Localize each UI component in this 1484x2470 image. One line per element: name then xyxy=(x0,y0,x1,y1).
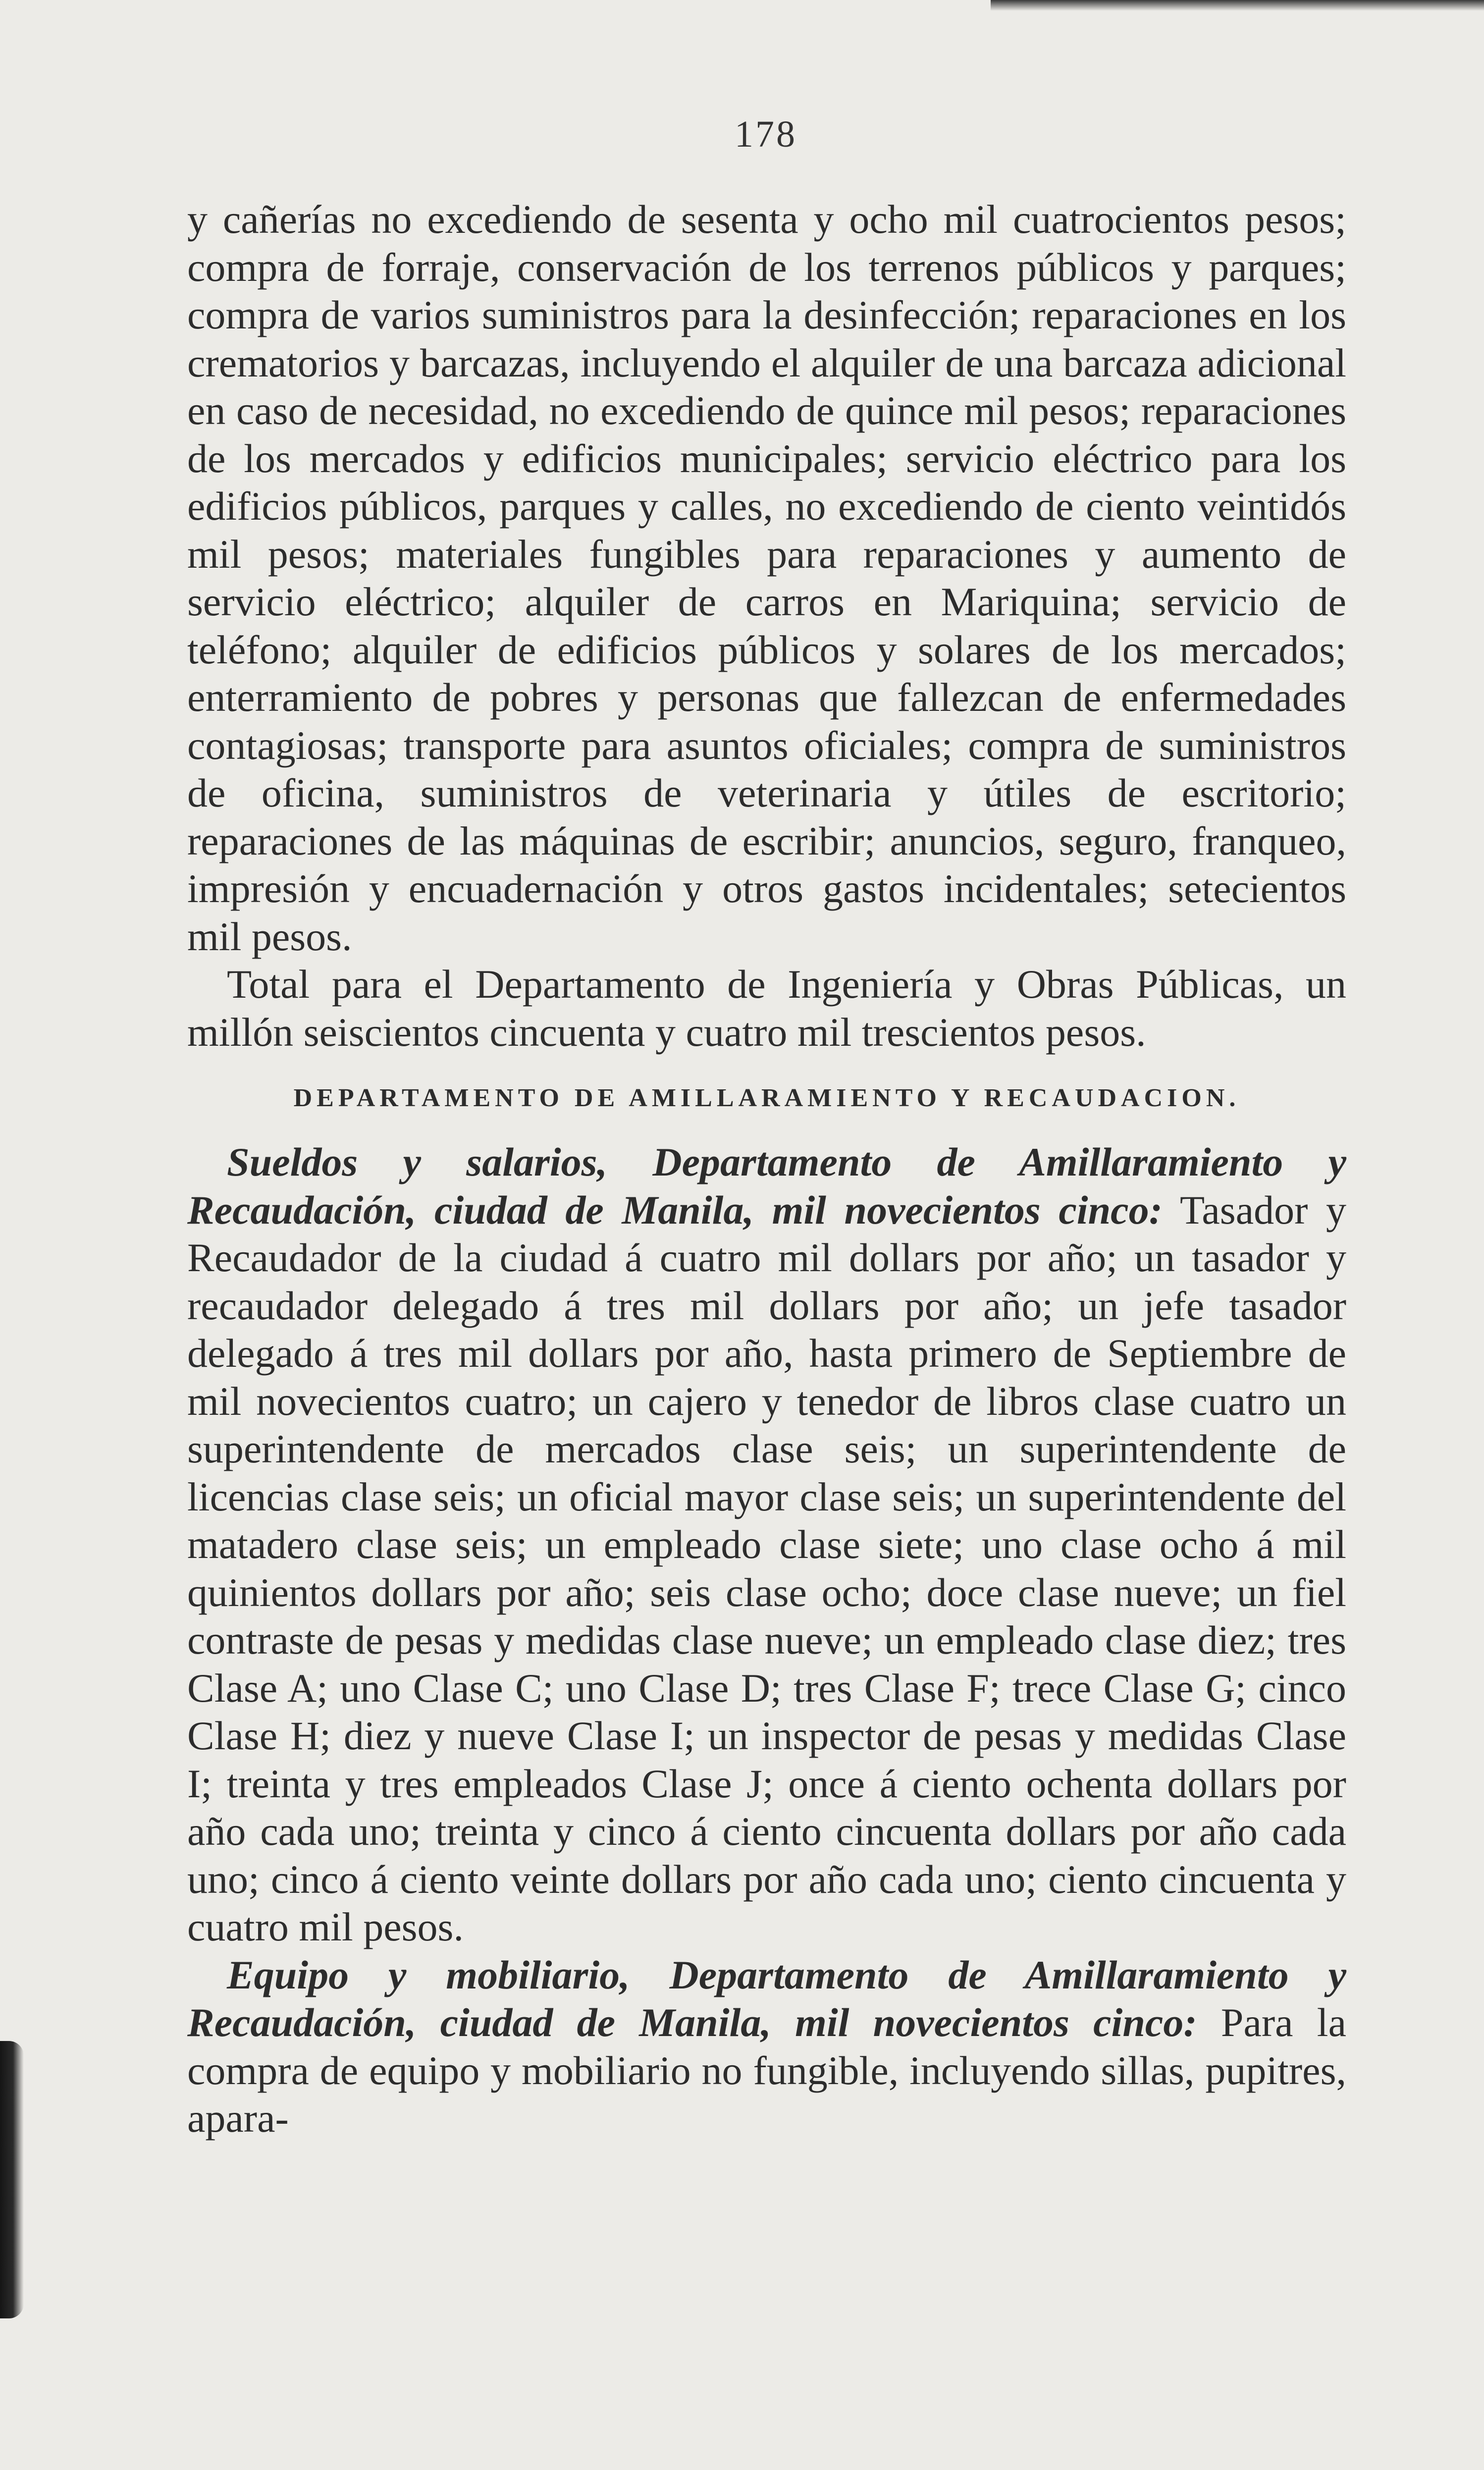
section-heading: DEPARTAMENTO DE AMILLARAMIENTO Y RECAUDACION. xyxy=(293,1084,1240,1112)
scan-shadow-left xyxy=(0,2041,24,2318)
equipment-title: Equipo y mobiliario, Departamento de Amillaramiento y Recaudación, ciudad de Manila, mil novecientos cinco: xyxy=(187,1952,1346,2045)
paragraph-public-works-total: Total para el Departamento de Ingeniería y Obras Públicas, un millón seiscientos cincuenta y cuatro mil trescientos pesos. xyxy=(187,962,1346,1055)
paragraph-equipment xyxy=(187,1951,1346,2143)
salaries-text: Tasador y Recaudador de la ciudad á cuatro mil dollars por año; un tasador y recaudador delegado á tres mil dollars por año; un jefe tasador delegado á tres mil dollars por año, hasta primero de Septiembre de mil novecientos cuatro; un cajero y tenedor de libros clase cuatro un superintendente de mercados clase seis; un superintendente de licencias clase seis; un oficial mayor clase seis; un superintendente del matadero clase seis; un empleado clase siete; uno clase ocho á mil quinientos dollars por año; seis clase ocho; doce clase nueve; un fiel contraste de pesas y medidas clase nueve; un empleado clase diez; tres Clase A; uno Clase C; uno Clase D; tres Clase F; trece Clase G; cinco Clase H; diez y nueve Clase I; un inspector de pesas y medidas Clase I; treinta y tres empleados Clase J; once á ciento ochenta dollars por año cada uno; treinta y cinco á ciento cincuenta dollars por año cada uno; cinco á ciento veinte dollars por año cada uno; ciento cincuenta y cuatro mil pesos. xyxy=(187,1187,1346,1949)
paragraph-public-works-items: y cañerías no excediendo de sesenta y ocho mil cuatrocientos pesos; compra de forraje, conservación de los terrenos públicos y parques; compra de varios suministros para la desinfección; reparaciones en los crematorios y barcazas, incluyendo el alquiler de una barcaza adicional en caso de necesidad, no excediendo de quince mil pesos; reparaciones de los mercados y edificios municipales; servicio eléctrico para los edificios públicos, parques y calles, no excediendo de ciento veintidós mil pesos; materiales fungibles para reparaciones y aumento de servicio eléctrico; alquiler de carros en Mariquina; servicio de teléfono; alquiler de edificios públicos y solares de los mercados; enterramiento de pobres y personas que fallezcan de enfermedades contagiosas; transporte para asuntos oficiales; compra de suministros de oficina, suministros de veterinaria y útiles de escritorio; reparaciones de las máquinas de escribir; anuncios, seguro, franqueo, impresión y encuadernación y otros gastos incidentales; setecientos mil pesos. xyxy=(187,197,1346,959)
equipment-text: Para la compra de equipo y mobiliario no fungible, incluyendo sillas, pupitres, apara- xyxy=(187,2000,1346,2141)
salaries-title: Sueldos y salarios, Departamento de Amillaramiento y Recaudación, ciudad de Manila, mil novecientos cinco: xyxy=(187,1139,1346,1233)
text-column xyxy=(187,196,1346,2143)
paragraph-salaries xyxy=(187,1138,1346,1951)
page-number: 178 xyxy=(735,113,797,155)
scan-shadow-top xyxy=(991,0,1484,11)
